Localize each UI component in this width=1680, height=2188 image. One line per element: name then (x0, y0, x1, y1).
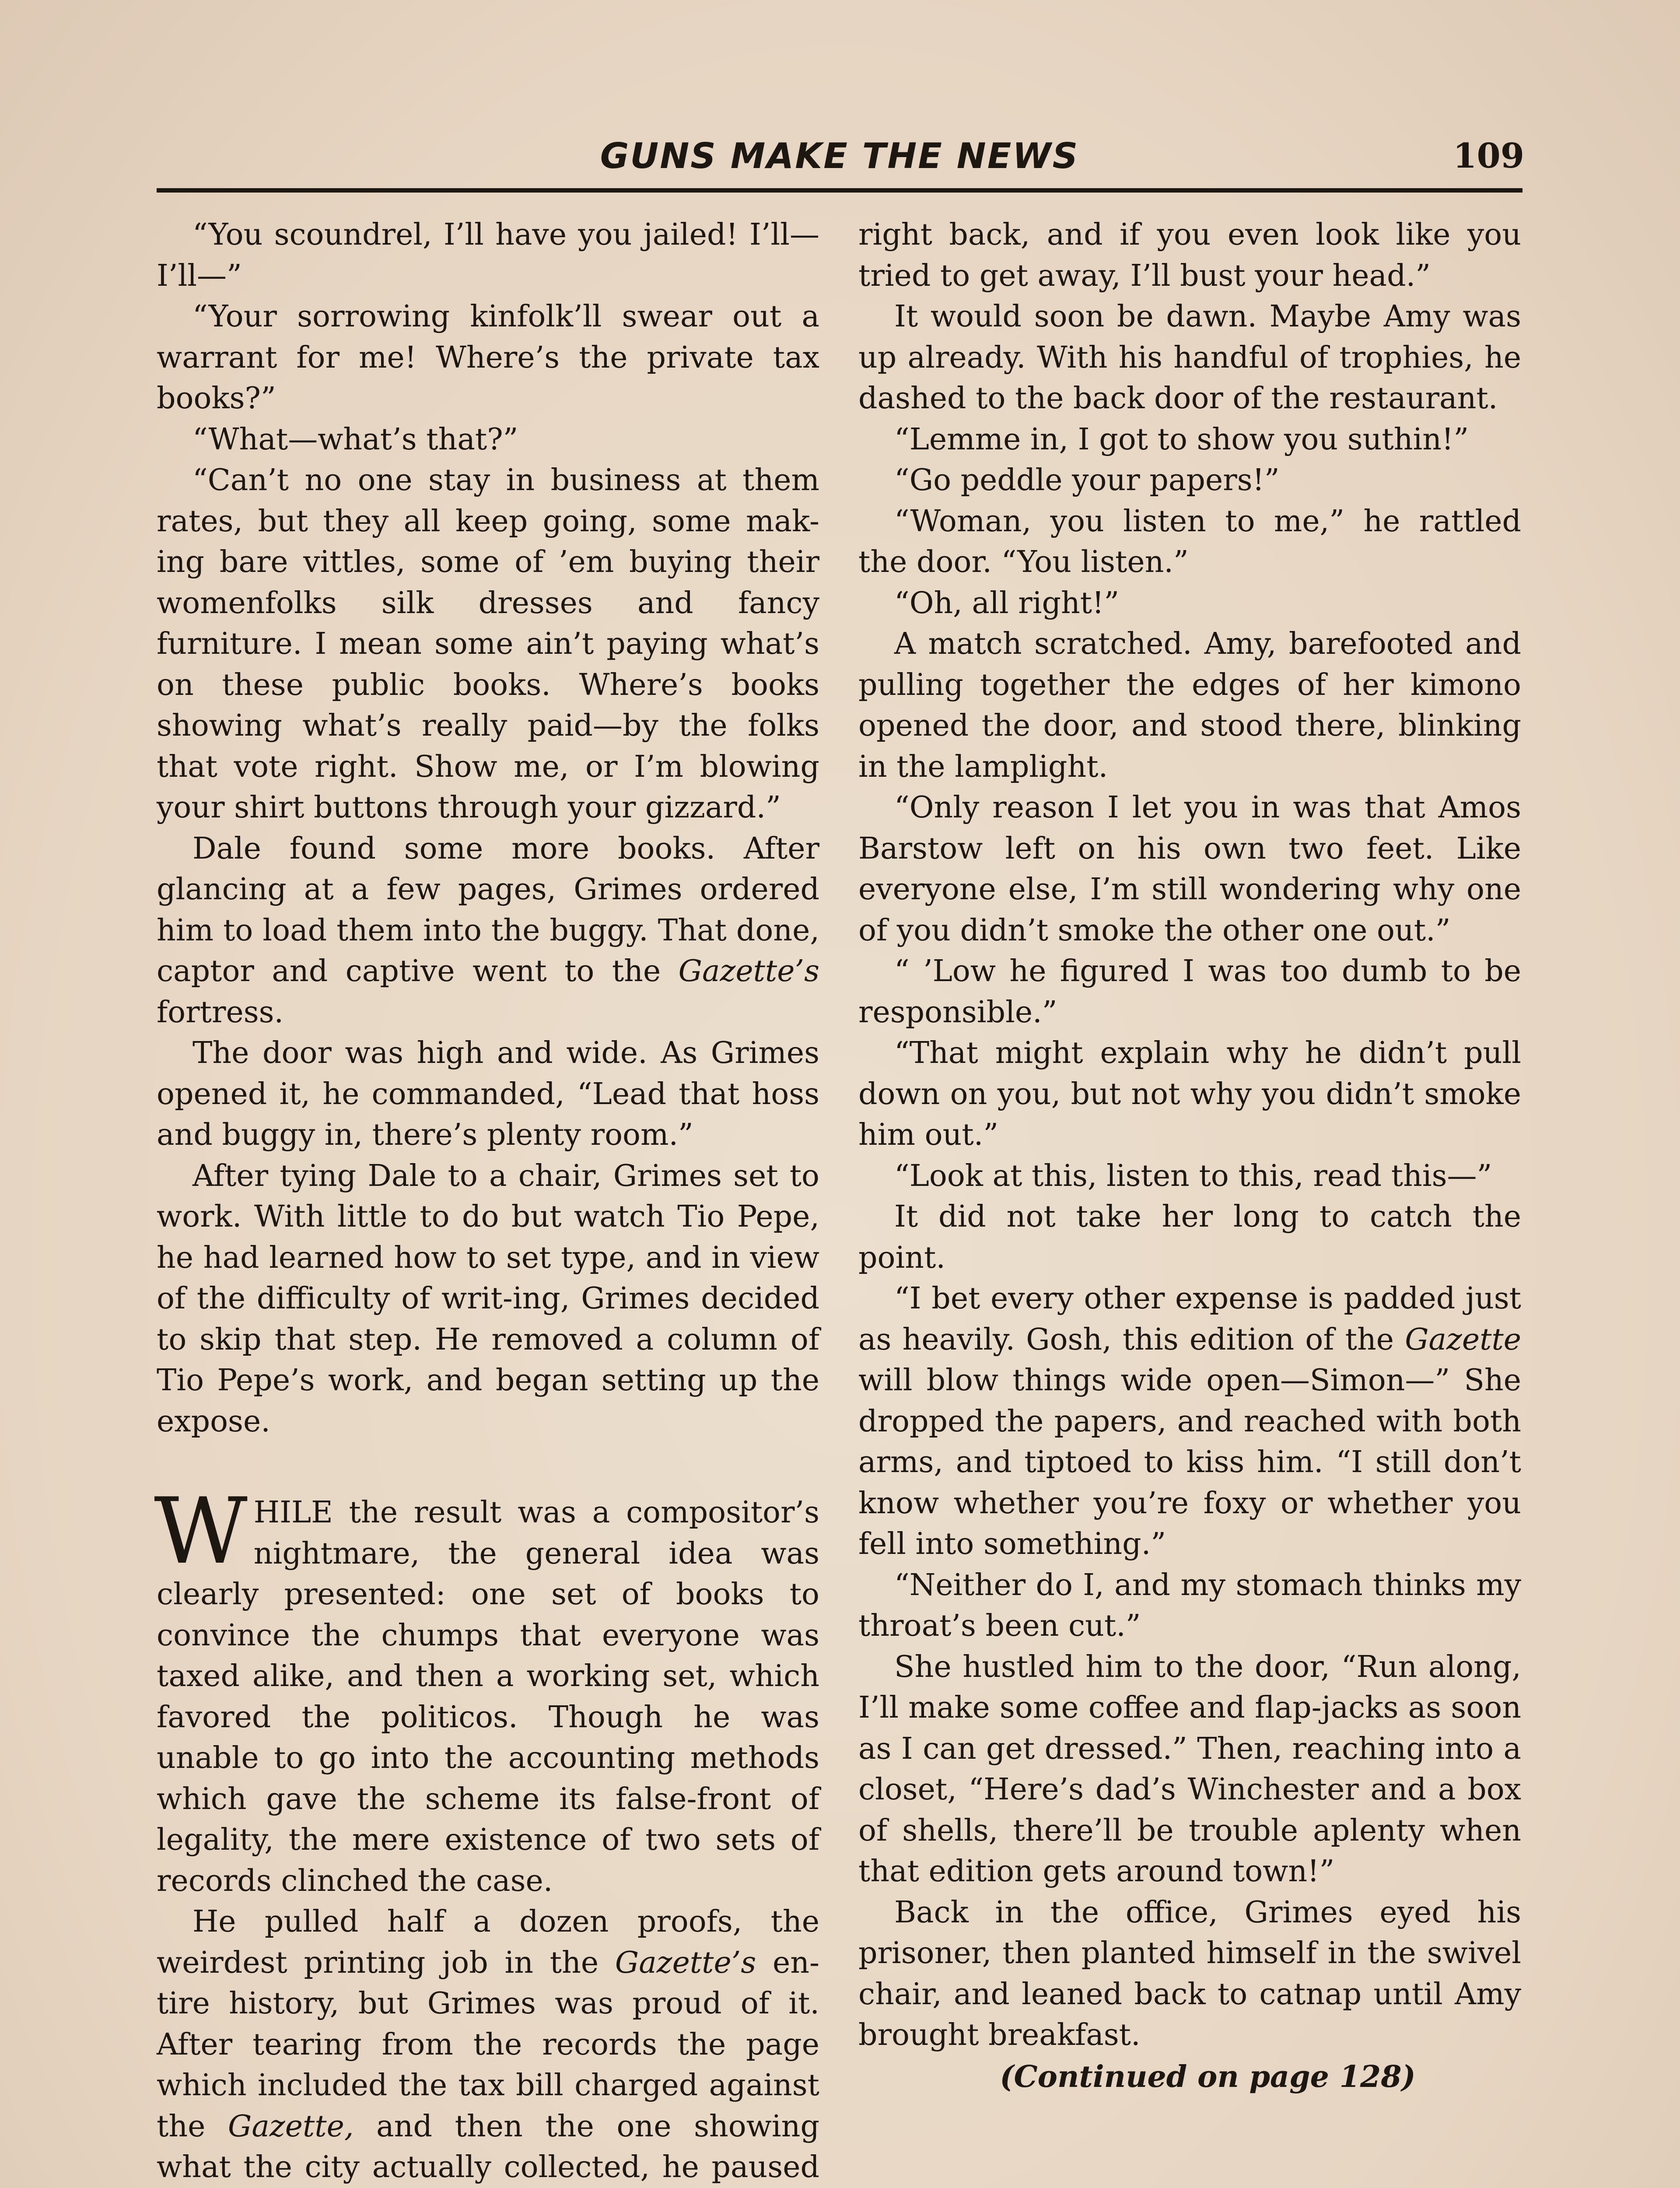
paragraph: “That might explain why he didn’t pull down on you, but not why you didn’t smoke him out.” (858, 1036, 1521, 1152)
header-rule (157, 188, 1522, 193)
paragraph: She hustled him to the door, “Run along, I’ll make some coffee and flap-jacks as soon as I can get dressed.” Then, reaching into a closet, “Here’s dad’s Winchester and a box of shells, there’ll be trouble aplenty when that edition gets around town!” (858, 1649, 1521, 1889)
gazette-italic: Gazette’s (678, 954, 819, 989)
paragraph: “What—what’s that?” (192, 422, 518, 457)
paragraph (157, 1901, 819, 2188)
paragraph: right back, and if you even look like you tried to get away, I’ll bust your head.” (858, 217, 1521, 293)
paragraph-text: “I bet every other expense is padded just as heavily. Gosh, this edition of the (858, 1281, 1521, 1357)
drop-cap: W (154, 1479, 248, 1585)
continued-note: (Continued on page 128) (1000, 2059, 1416, 2094)
paragraph-text: Dale found some more books. After glancing at a few pages, Grimes ordered him to load them into the buggy. That done, captor and captive went to the (157, 831, 819, 989)
paragraph (858, 1278, 1521, 1565)
paragraph: “ ’Low he figured I was too dumb to be responsible.” (858, 954, 1521, 1030)
paragraph-text: will blow things wide open—Simon—” She dropped the papers, and reached with both arms, and tiptoed to kiss him. “I still don’t know whether you’re foxy or whether you fell into something.” (858, 1363, 1521, 1561)
paragraph: After tying Dale to a chair, Grimes set to work. With little to do but watch Tio Pepe, he had learned how to set type, and in view of the difficulty of writ-ing, Grimes decided to skip that step. He removed a column of Tio Pepe’s work, and began setting up the expose. (157, 1158, 819, 1439)
page-header (157, 128, 1522, 185)
page-number: 109 (1453, 136, 1524, 176)
gazette-italic: Gazette’s (615, 1945, 756, 1980)
paragraph-text: en-tire history, but Grimes was proud of it. After tearing from the records the page which included the tax bill charged against the (157, 1945, 819, 2144)
paragraph: “Your sorrowing kinfolk’ll swear out a warrant for me! Where’s the private tax books?” (157, 299, 819, 416)
paragraph: “Go peddle your papers!” (894, 463, 1280, 498)
paragraph: “Neither do I, and my stomach thinks my throat’s been cut.” (858, 1567, 1521, 1643)
paragraph (157, 828, 819, 1033)
paragraph: “Can’t no one stay in business at them rates, but they all keep going, some mak-ing bare vittles, some of ’em buying their womenfolks silk dresses and fancy furniture. I mean some ain’t paying what’s on these public books. Where’s books showing what’s really paid—by the folks that vote right. Show me, or I’m blowing your shirt buttons through your gizzard.” (157, 463, 819, 825)
section-opening-paragraph (154, 1479, 819, 1901)
paragraph: “Oh, all right!” (894, 586, 1120, 621)
paragraph: “Look at this, listen to this, read this—” (894, 1158, 1492, 1193)
gazette-italic: Gazette (1405, 1322, 1522, 1357)
paragraph: It did not take her long to catch the point. (858, 1199, 1521, 1275)
right-column (858, 214, 1521, 2097)
paragraph-text: and then the one showing what the city actually collected, he paused (157, 2109, 819, 2184)
paragraph: A match scratched. Amy, barefooted and pulling together the edges of her kimono opened the door, and stood there, blinking in the lamplight. (858, 627, 1521, 784)
running-title: GUNS MAKE THE NEWS (600, 136, 1079, 176)
paragraph: “Only reason I let you in was that Amos Barstow left on his own two feet. Like everyone else, I’m still wondering why one of you didn’t smoke the other one out.” (858, 790, 1521, 948)
paragraph-text: He pulled half a dozen proofs, the weirdest printing job in the (157, 1904, 819, 1980)
paragraph: “Lemme in, I got to show you suthin!” (894, 422, 1469, 457)
paragraph: Back in the office, Grimes eyed his prisoner, then planted himself in the swivel chair, and leaned back to catnap until Amy brought breakfast. (858, 1895, 1521, 2052)
paragraph-text: fortress. (157, 995, 284, 1030)
paragraph: It would soon be dawn. Maybe Amy was up already. With his handful of trophies, he dashed to the back door of the restaurant. (858, 299, 1521, 416)
paragraph: The door was high and wide. As Grimes opened it, he commanded, “Lead that hoss and buggy in, there’s plenty room.” (157, 1036, 819, 1152)
paragraph: “You scoundrel, I’ll have you jailed! I’ll—I’ll—” (157, 217, 819, 293)
paragraph-text: HILE the result was a compositor’s nightmare, the general idea was clearly presented: one set of books to convince the chumps that everyone was taxed alike, and then a working set, which favored the politicos. Though he was unable to go into the accounting methods which gave the scheme its false-front of legality, the mere existence of two sets of records clinched the case. (157, 1495, 819, 1898)
gazette-italic: Gazette, (228, 2109, 354, 2144)
left-column (154, 214, 819, 2188)
paragraph: “Woman, you listen to me,” he rattled the door. “You listen.” (858, 504, 1521, 579)
